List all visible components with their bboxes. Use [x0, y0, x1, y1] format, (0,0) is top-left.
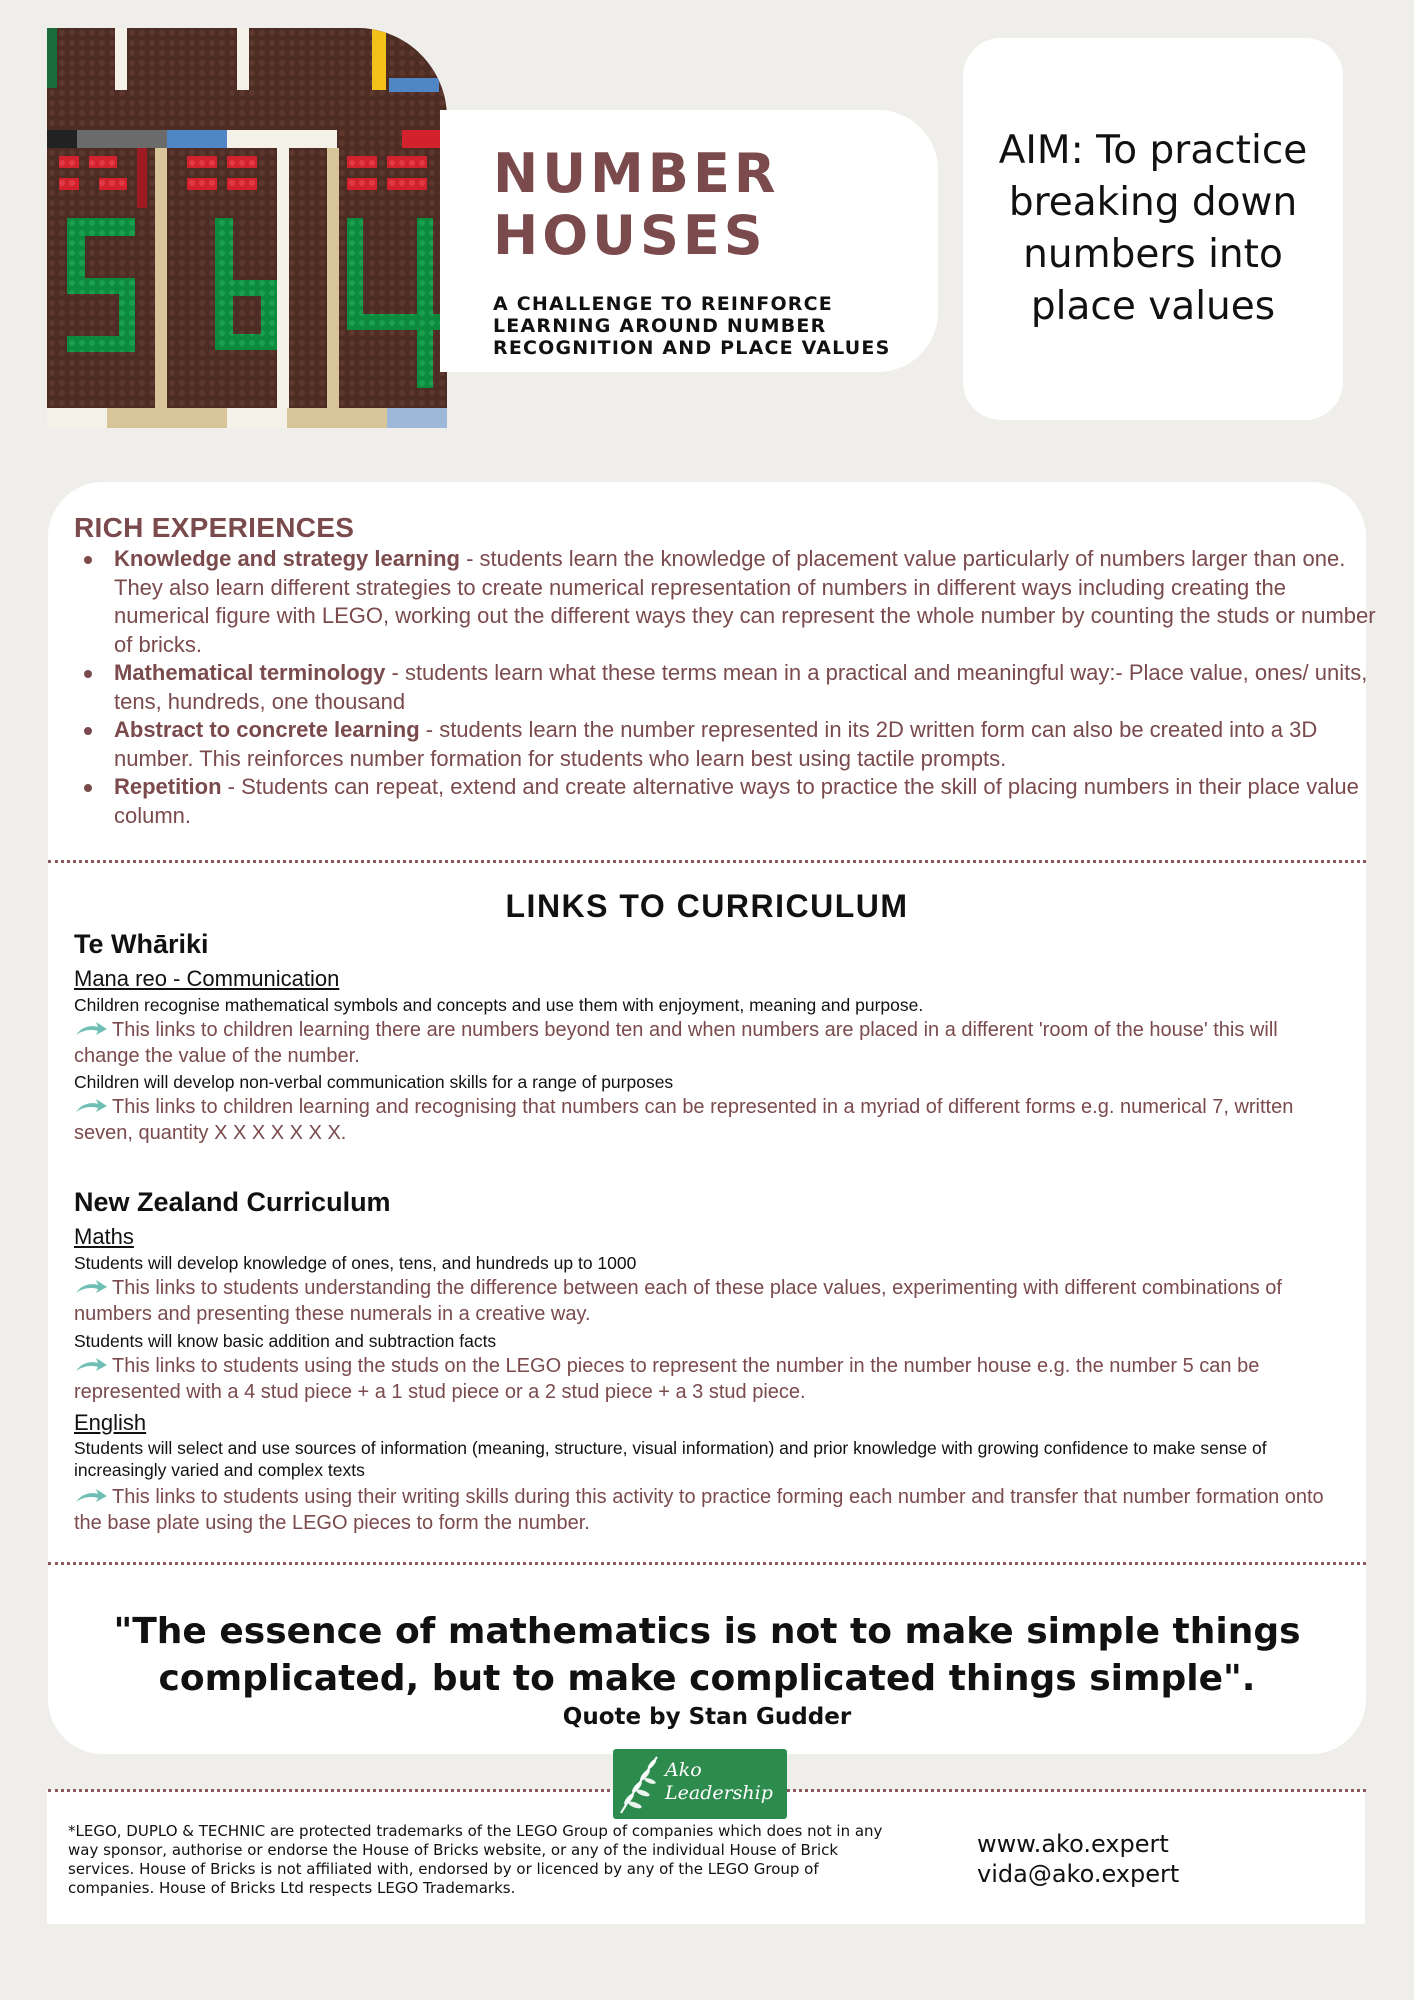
item-term: Abstract to concrete learning — [114, 717, 420, 742]
list-item — [114, 716, 1384, 773]
rich-experiences-list — [74, 545, 1384, 830]
list-item — [114, 659, 1384, 716]
maths-link-1 — [74, 1275, 1344, 1327]
english-subtitle: English — [74, 1410, 147, 1435]
english-link — [74, 1484, 1344, 1536]
english-outcome: Students will select and use sources of information (meaning, structure, visual information) and prior knowledge with growing confidence to make sense of increasingly varied and complex texts — [74, 1438, 1267, 1480]
trademark-disclaimer: *LEGO, DUPLO & TECHNIC are protected trademarks of the LEGO Group of companies which does not in any way sponsor, authorise or endorse the House of Bricks website, or any of the individual House of Brick services. House of Bricks is not affiliated with, endorsed by or licenced by any of the LEGO Group of companies. House of Bricks Ltd respects LEGO Trademarks. — [68, 1822, 883, 1897]
teal-arrow-icon — [74, 1021, 108, 1037]
link-text: This links to students understanding the difference between each of these place values, experimenting with different combinations of numbers and presenting these numerals in a creative way. — [74, 1277, 1282, 1325]
title-line-1: NUMBER — [493, 142, 780, 205]
maths-outcome-2: Students will know basic addition and subtraction facts — [74, 1331, 497, 1351]
teal-arrow-icon — [74, 1488, 108, 1504]
subtitle-line-1: A CHALLENGE TO REINFORCE — [493, 293, 833, 315]
link-text: This links to children learning and recognising that numbers can be represented in a myriad of different forms e.g. numerical 7, written seven, quantity X X X X X X X. — [74, 1096, 1294, 1144]
quote-attribution: Quote by Stan Gudder — [562, 1704, 852, 1730]
nzc-title: New Zealand Curriculum — [74, 1187, 391, 1217]
teal-arrow-icon — [74, 1098, 108, 1114]
teal-arrow-icon — [74, 1279, 108, 1295]
page-subtitle — [493, 293, 913, 359]
quote-line-1: "The essence of mathematics is not to make simple things — [113, 1611, 1301, 1652]
aim-card — [963, 38, 1343, 420]
ako-leadership-logo — [613, 1749, 787, 1819]
lego-number-image — [47, 28, 447, 428]
subtitle-line-2: LEARNING AROUND NUMBER — [493, 315, 827, 337]
te-whariki-outcome-1: Children recognise mathematical symbols and concepts and use them with enjoyment, meaning and purpose. — [74, 995, 924, 1015]
list-item — [114, 545, 1384, 659]
rich-experiences-title: RICH EXPERIENCES — [74, 512, 355, 543]
email-link[interactable]: vida@ako.expert — [977, 1860, 1180, 1888]
subtitle-line-3: RECOGNITION AND PLACE VALUES — [493, 337, 891, 359]
te-whariki-outcome-2: Children will develop non-verbal communication skills for a range of purposes — [74, 1072, 674, 1092]
logo-text — [665, 1759, 773, 1805]
item-text: - Students can repeat, extend and create alternative ways to practice the skill of placing numbers in their place value column. — [114, 774, 1359, 828]
item-term: Mathematical terminology — [114, 660, 386, 685]
aim-text: AIM: To practice breaking down numbers into place values — [998, 128, 1308, 329]
item-term: Repetition — [114, 774, 222, 799]
maths-link-2 — [74, 1353, 1344, 1405]
quote — [48, 1608, 1366, 1702]
link-text: This links to children learning there are numbers beyond ten and when numbers are placed in a different 'room of the house' this will change the value of the number. — [74, 1019, 1278, 1067]
item-text: - students learn the number represented in its 2D written form can also be created into a 3D number. This reinforces number formation for students who learn best using tactile prompts. — [114, 717, 1318, 771]
maths-outcome-1: Students will develop knowledge of ones, tens, and hundreds up to 1000 — [74, 1253, 637, 1273]
teal-arrow-icon — [74, 1357, 108, 1373]
list-item — [114, 773, 1384, 830]
te-whariki-title: Te Whāriki — [74, 929, 209, 959]
maths-subtitle: Maths — [74, 1224, 134, 1249]
link-text: This links to students using their writing skills during this activity to practice forming each number and transfer that number formation onto the base plate using the LEGO pieces to form the number. — [74, 1486, 1324, 1534]
item-text: - students learn the knowledge of placement value particularly of numbers larger than one. They also learn different strategies to create numerical representation of numbers in different ways including creating the numerical figure with LEGO, working out the different ways they can represent the whole number by counting the studs or number of bricks. — [114, 546, 1376, 657]
website-link[interactable]: www.ako.expert — [977, 1830, 1169, 1858]
link-text: This links to students using the studs on the LEGO pieces to represent the number in the number house e.g. the number 5 can be represented with a 4 stud piece + a 1 stud piece or a 2 stud piece + a 3 stud piece. — [74, 1355, 1260, 1403]
page-title — [493, 143, 779, 267]
dotted-divider — [48, 860, 1366, 863]
logo-line-1: Ako — [665, 1759, 702, 1781]
te-whariki-link-2 — [74, 1094, 1344, 1146]
fern-icon — [615, 1749, 663, 1819]
item-text: - students learn what these terms mean in a practical and meaningful way:- Place value, ones/ units, tens, hundreds, one thousand — [114, 660, 1368, 714]
mana-reo-subtitle: Mana reo - Communication — [74, 966, 340, 991]
te-whariki-link-1 — [74, 1017, 1344, 1069]
item-term: Knowledge and strategy learning — [114, 546, 460, 571]
quote-line-2: complicated, but to make complicated things simple". — [158, 1658, 1256, 1699]
dotted-divider — [48, 1562, 1366, 1565]
title-line-2: HOUSES — [493, 204, 767, 267]
logo-line-2: Leadership — [665, 1782, 773, 1804]
curriculum-heading: LINKS TO CURRICULUM — [505, 888, 909, 924]
lego-baseplate-graphic — [47, 28, 447, 428]
